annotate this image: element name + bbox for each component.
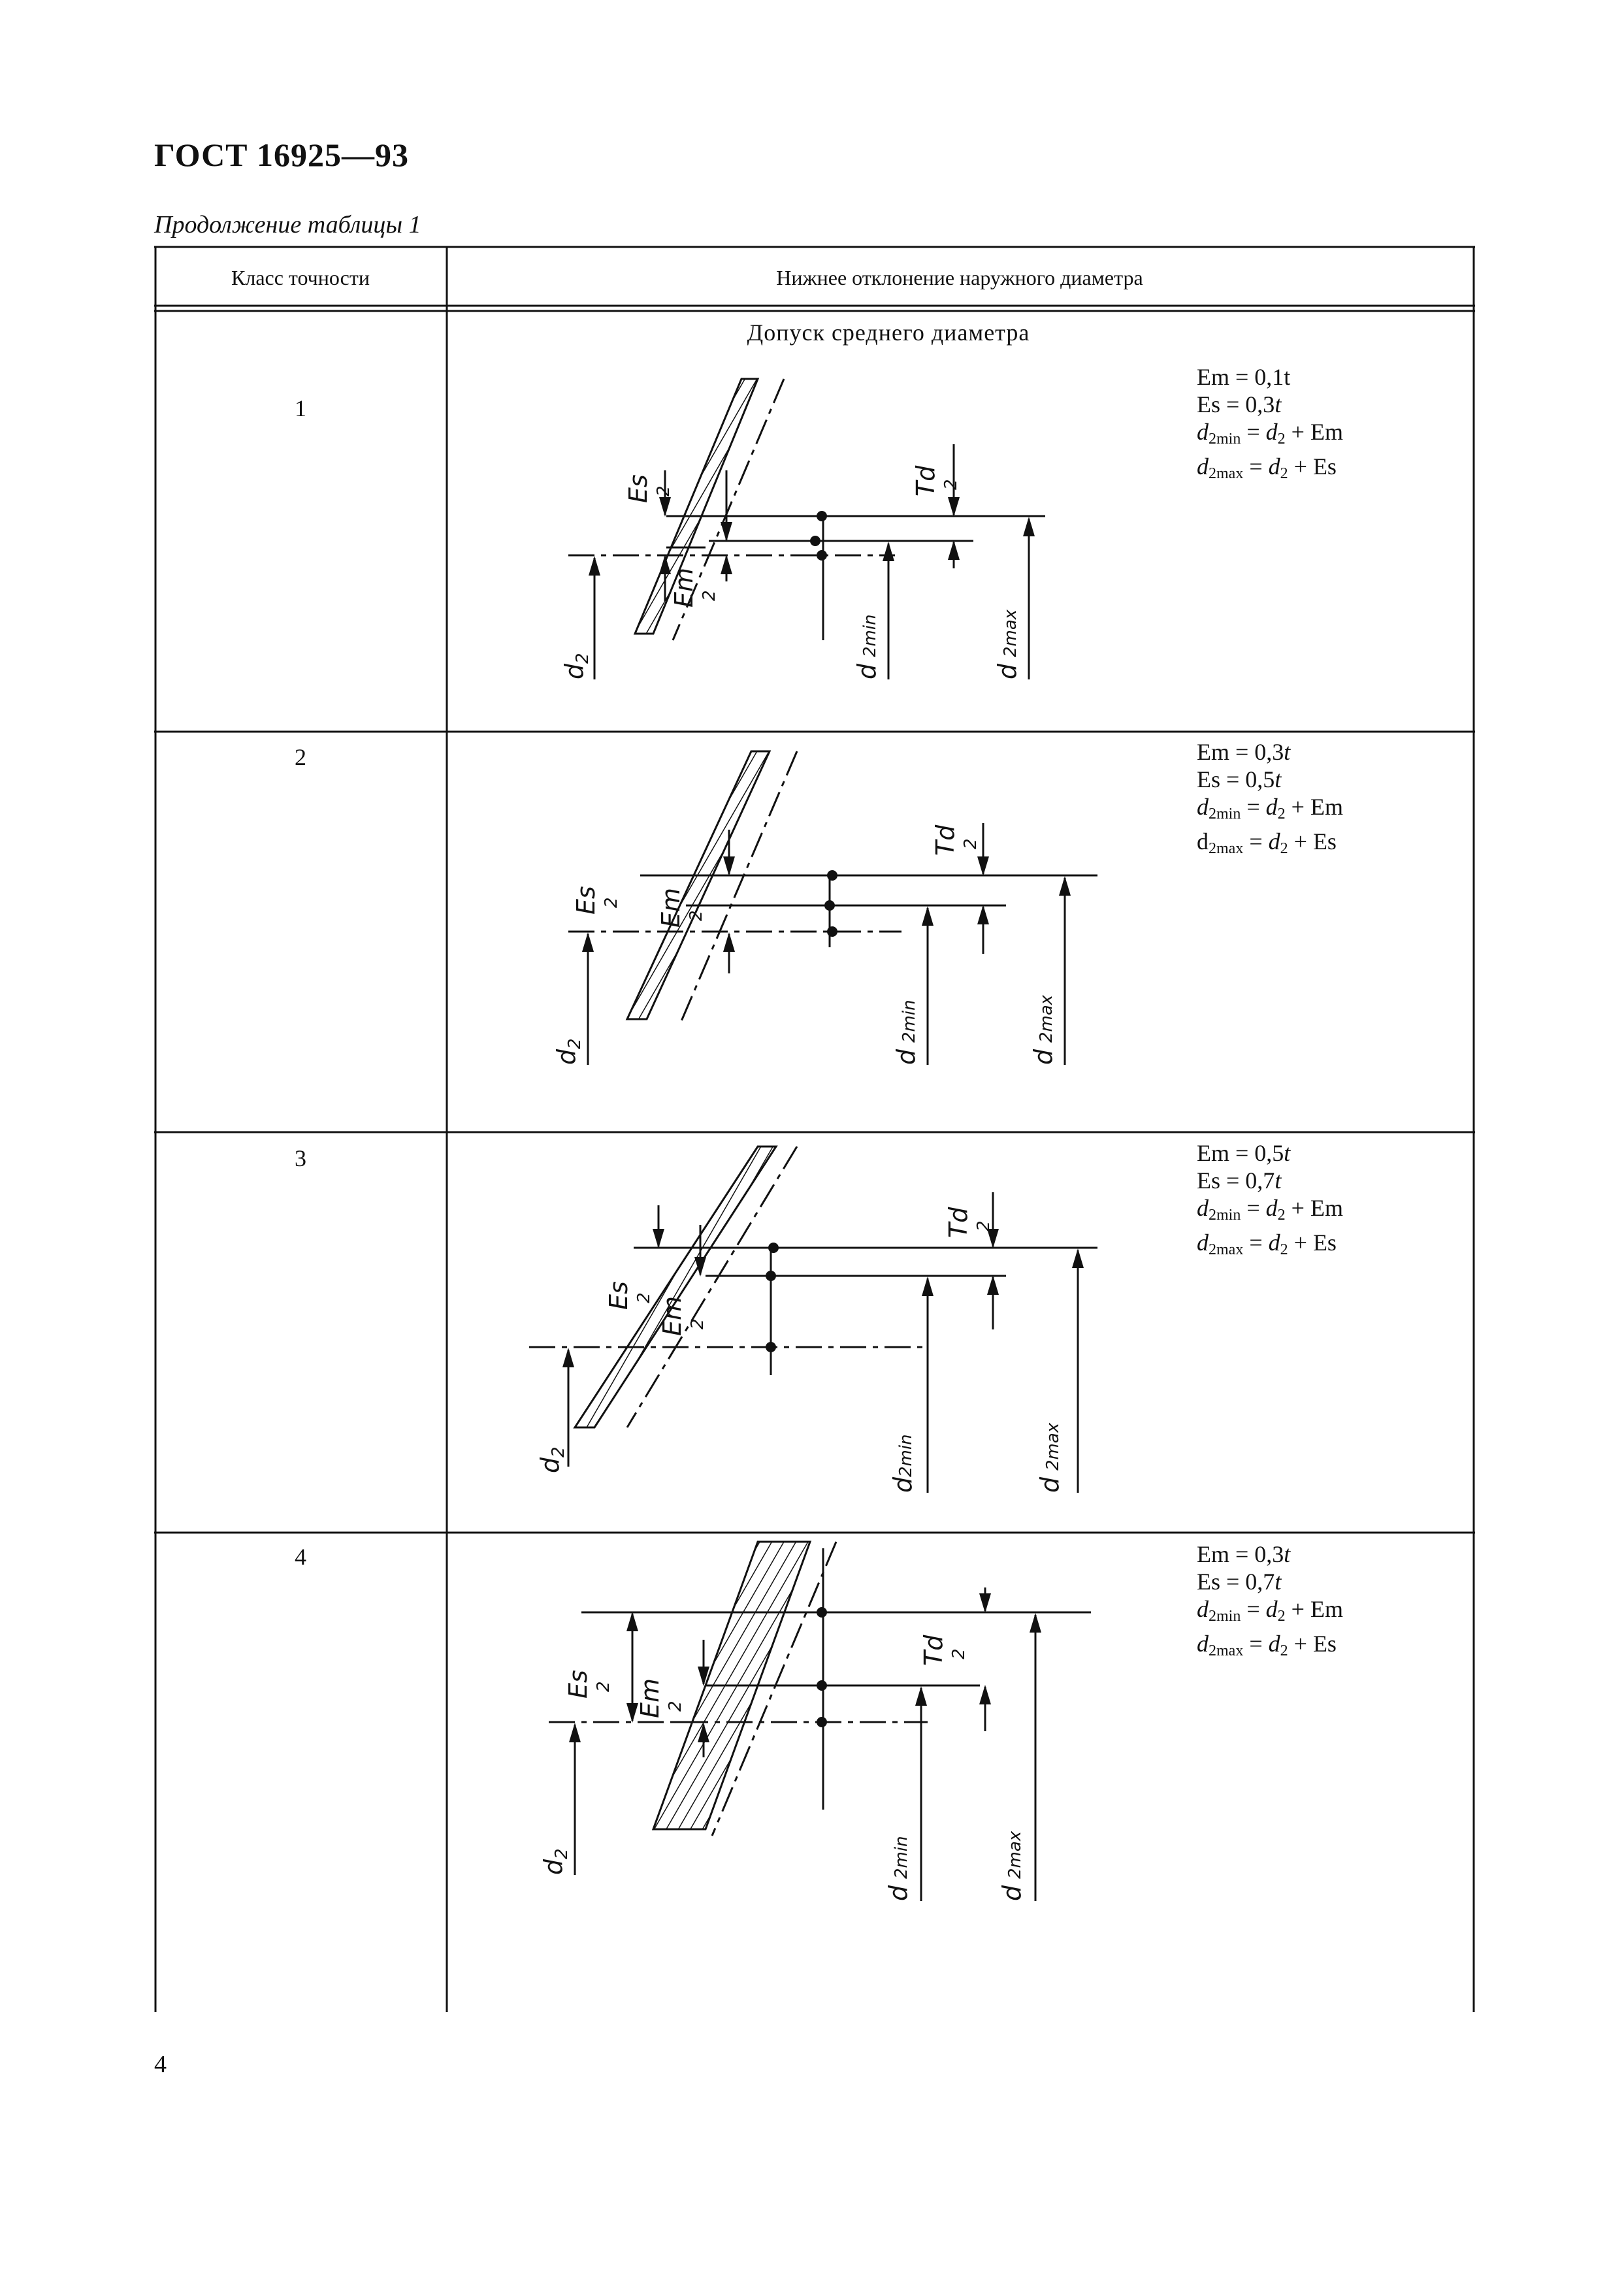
svg-text:2: 2 bbox=[687, 910, 706, 921]
row-3-formulas bbox=[1197, 1139, 1343, 1263]
svg-text:2: 2 bbox=[688, 1318, 707, 1329]
row-4-em-formula: Em = 0,3t bbox=[1197, 1541, 1291, 1567]
svg-text:d: d bbox=[1029, 1049, 1058, 1065]
svg-text:d: d bbox=[536, 1457, 564, 1473]
table-continuation-caption: Продолжение таблицы 1 bbox=[154, 211, 421, 238]
svg-text:2: 2 bbox=[634, 1292, 654, 1303]
svg-text:2min: 2min bbox=[896, 1434, 916, 1477]
svg-text:d: d bbox=[552, 1049, 581, 1065]
page-number: 4 bbox=[154, 2051, 167, 2078]
svg-text:2: 2 bbox=[549, 1446, 568, 1457]
column-header-accuracy-class: Класс точности bbox=[231, 266, 370, 289]
row-1-es-formula: Es = 0,3t bbox=[1197, 391, 1282, 417]
svg-text:2max: 2max bbox=[1037, 994, 1056, 1043]
svg-text:d: d bbox=[888, 1476, 917, 1493]
row-2-es-formula: Es = 0,5t bbox=[1197, 766, 1282, 792]
svg-text:2: 2 bbox=[654, 485, 674, 496]
svg-text:2max: 2max bbox=[1043, 1422, 1063, 1471]
row-4-class: 4 bbox=[295, 1544, 306, 1570]
svg-text:Td: Td bbox=[944, 1207, 973, 1238]
svg-text:d: d bbox=[884, 1885, 913, 1901]
row-4-formulas bbox=[1197, 1540, 1343, 1665]
svg-text:Em: Em bbox=[636, 1678, 664, 1718]
svg-text:d: d bbox=[1035, 1476, 1064, 1493]
column-header-lower-deviation: Нижнее отклонение наружного диаметра bbox=[776, 266, 1143, 289]
row-2-d2max-formula: $d_{2max} = d_2 + Es$ bbox=[1197, 828, 1337, 857]
row-2-formulas bbox=[1197, 738, 1343, 862]
row-4-d2min-formula: $d_{2min} = d_2 + Em$ bbox=[1197, 1596, 1343, 1625]
svg-text:2min: 2min bbox=[860, 614, 880, 657]
row-1-d2min-formula: $d_{2min} = d_2 + Em$ bbox=[1197, 419, 1343, 448]
row-3-class: 3 bbox=[295, 1145, 306, 1171]
svg-text:d: d bbox=[892, 1049, 920, 1065]
svg-text:2: 2 bbox=[666, 1701, 685, 1712]
svg-text:2: 2 bbox=[700, 590, 719, 601]
svg-text:Td: Td bbox=[931, 824, 960, 856]
svg-text:Td: Td bbox=[911, 465, 940, 496]
row-3-em-formula: Em = 0,5t bbox=[1197, 1140, 1291, 1166]
svg-text:2: 2 bbox=[961, 838, 981, 849]
svg-text:2min: 2min bbox=[892, 1836, 911, 1879]
svg-text:Em: Em bbox=[657, 887, 685, 928]
svg-text:Es: Es bbox=[572, 886, 600, 915]
svg-text:d: d bbox=[998, 1885, 1026, 1901]
svg-text:Em: Em bbox=[658, 1295, 687, 1336]
row-2-em-formula: Em = 0,3t bbox=[1197, 739, 1291, 765]
row-4-tolerance-diagram bbox=[510, 1535, 1111, 1927]
row-3-d2max-formula: $d_{2max} = d_2 + Es$ bbox=[1197, 1229, 1337, 1258]
svg-text:2: 2 bbox=[949, 1648, 969, 1659]
row-3-es-formula: Es = 0,7t bbox=[1197, 1167, 1282, 1194]
svg-text:2: 2 bbox=[552, 1848, 572, 1859]
svg-text:2: 2 bbox=[941, 479, 961, 490]
svg-text:Es: Es bbox=[624, 474, 653, 503]
row-4-es-formula: Es = 0,7t bbox=[1197, 1569, 1282, 1595]
row-2-tolerance-diagram bbox=[523, 738, 1111, 1111]
svg-text:d: d bbox=[539, 1859, 568, 1875]
row-1-class: 1 bbox=[295, 395, 306, 421]
svg-text:2: 2 bbox=[573, 653, 593, 664]
svg-text:d: d bbox=[993, 663, 1022, 679]
row-1-formulas bbox=[1197, 363, 1343, 487]
row-3-tolerance-diagram bbox=[510, 1140, 1111, 1519]
svg-text:Es: Es bbox=[564, 1670, 593, 1699]
subheader-pitch-tolerance: Допуск среднего диаметра bbox=[747, 319, 1030, 346]
svg-text:2: 2 bbox=[565, 1038, 585, 1049]
svg-text:2: 2 bbox=[602, 897, 621, 908]
svg-text:Es: Es bbox=[604, 1281, 633, 1310]
row-3-d2min-formula: $d_{2min} = d_2 + Em$ bbox=[1197, 1195, 1343, 1224]
svg-text:Em: Em bbox=[670, 567, 698, 608]
svg-text:Td: Td bbox=[919, 1635, 948, 1666]
document-title: ГОСТ 16925—93 bbox=[154, 137, 410, 173]
svg-text:2min: 2min bbox=[900, 1000, 919, 1043]
row-1-tolerance-diagram bbox=[523, 366, 1111, 692]
svg-text:2max: 2max bbox=[1005, 1831, 1025, 1879]
svg-text:2: 2 bbox=[594, 1681, 613, 1692]
svg-text:2: 2 bbox=[974, 1220, 994, 1231]
row-2-class: 2 bbox=[295, 744, 306, 770]
row-1-em-formula: Em = 0,1t bbox=[1197, 364, 1291, 390]
row-4-d2max-formula: $d_{2max} = d_2 + Es$ bbox=[1197, 1631, 1337, 1659]
row-1-d2max-formula: $d_{2max} = d_2 + Es$ bbox=[1197, 453, 1337, 482]
svg-text:2max: 2max bbox=[1001, 609, 1020, 657]
row-2-d2min-formula: $d_{2min} = d_2 + Em$ bbox=[1197, 794, 1343, 822]
svg-text:d: d bbox=[560, 663, 589, 679]
svg-text:d: d bbox=[853, 663, 881, 679]
